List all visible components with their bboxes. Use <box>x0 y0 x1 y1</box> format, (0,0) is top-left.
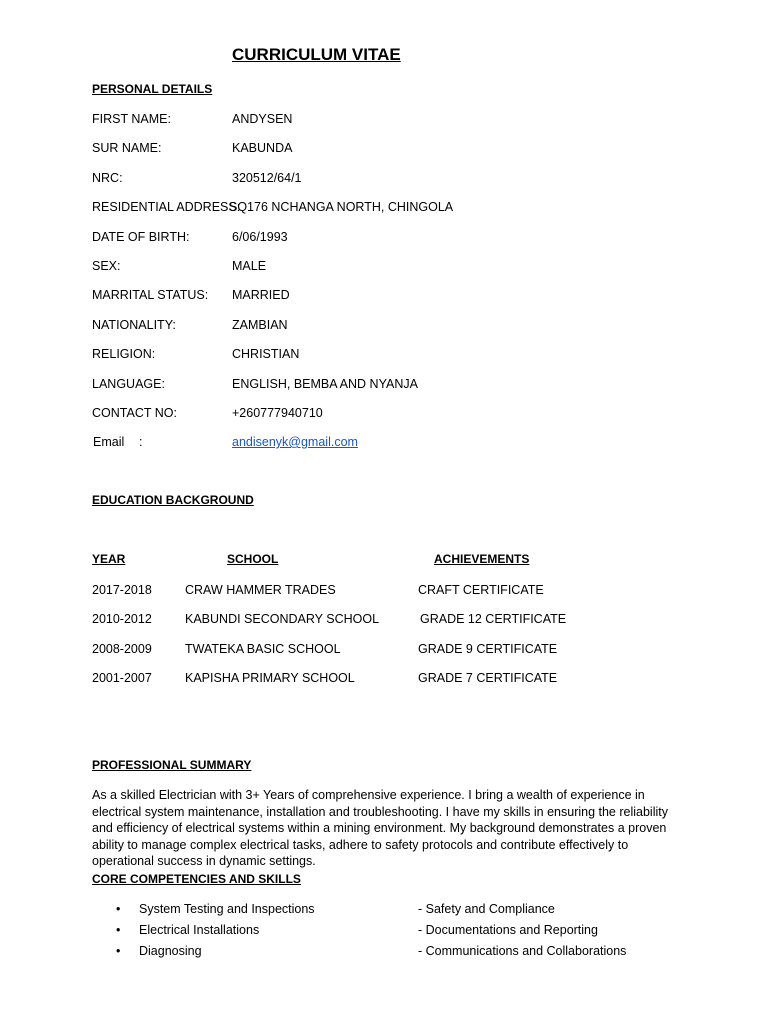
skill-item: - Documentations and Reporting <box>418 923 598 937</box>
first-name-label: FIRST NAME: <box>92 112 171 126</box>
email-label: Email <box>93 435 125 449</box>
surname-label: SUR NAME: <box>92 141 162 155</box>
personal-details-heading: PERSONAL DETAILS <box>92 82 213 96</box>
bullet-icon: • <box>116 944 121 958</box>
nationality-value: ZAMBIAN <box>232 318 288 332</box>
religion-label: RELIGION: <box>92 347 156 361</box>
contact-label: CONTACT NO: <box>92 406 177 420</box>
summary-text: As a skilled Electrician with 3+ Years of comprehensive experience. I bring a wealth of experience in electrical system maintenance, installation and troubleshooting. I have my skills in ensuring the reliability and efficiency of electrical systems within a mining environment. My background demonstrates a proven ability to manage complex electrical tasks, adhere to safety protocols and contribute effectively to operational success in dynamic settings. <box>92 788 668 868</box>
surname-value: KABUNDA <box>232 141 293 155</box>
edu-school: KABUNDI SECONDARY SCHOOL <box>185 612 380 626</box>
edu-year: 2010-2012 <box>92 612 152 626</box>
edu-achievement: CRAFT CERTIFICATE <box>418 583 544 597</box>
bullet-icon: • <box>116 923 121 937</box>
edu-school: CRAW HAMMER TRADES <box>185 583 336 597</box>
skill-item: Electrical Installations <box>139 923 260 937</box>
edu-achievement: GRADE 7 CERTIFICATE <box>418 671 558 685</box>
dob-label: DATE OF BIRTH: <box>92 230 190 244</box>
education-heading: EDUCATION BACKGROUND <box>92 493 254 507</box>
edu-year: 2017-2018 <box>92 583 152 597</box>
nationality-label: NATIONALITY: <box>92 318 176 332</box>
skill-item: System Testing and Inspections <box>139 902 315 916</box>
skill-item: - Safety and Compliance <box>418 902 555 916</box>
first-name-value: ANDYSEN <box>232 112 293 126</box>
col-achievements-header: ACHIEVEMENTS <box>434 552 530 566</box>
col-year-header: YEAR <box>92 552 126 566</box>
skill-item: Diagnosing <box>139 944 202 958</box>
sex-value: MALE <box>232 259 267 273</box>
summary-heading: PROFESSIONAL SUMMARY <box>92 758 252 772</box>
email-link[interactable]: andisenyk@gmail.com <box>232 435 358 449</box>
nrc-value: 320512/64/1 <box>232 171 302 185</box>
edu-school: TWATEKA BASIC SCHOOL <box>185 642 341 656</box>
address-label: RESIDENTIAL ADDRESS: <box>92 200 241 214</box>
skill-item: - Communications and Collaborations <box>418 944 627 958</box>
edu-achievement: GRADE 9 CERTIFICATE <box>418 642 558 656</box>
language-value: ENGLISH, BEMBA AND NYANJA <box>232 377 418 391</box>
bullet-icon: • <box>116 902 121 916</box>
skills-heading: CORE COMPETENCIES AND SKILLS <box>92 872 301 886</box>
dob-value: 6/06/1993 <box>232 230 288 244</box>
edu-year: 2008-2009 <box>92 642 152 656</box>
edu-year: 2001-2007 <box>92 671 152 685</box>
marital-status-value: MARRIED <box>232 288 290 302</box>
contact-value: +260777940710 <box>232 406 323 420</box>
document-title: CURRICULUM VITAE <box>232 45 401 64</box>
email-colon: : <box>139 435 143 449</box>
marital-status-label: MARRITAL STATUS: <box>92 288 209 302</box>
address-value: SQ176 NCHANGA NORTH, CHINGOLA <box>229 200 454 214</box>
nrc-label: NRC: <box>92 171 123 185</box>
edu-school: KAPISHA PRIMARY SCHOOL <box>185 671 355 685</box>
language-label: LANGUAGE: <box>92 377 165 391</box>
edu-achievement: GRADE 12 CERTIFICATE <box>420 612 567 626</box>
sex-label: SEX: <box>92 259 121 273</box>
col-school-header: SCHOOL <box>227 552 279 566</box>
religion-value: CHRISTIAN <box>232 347 300 361</box>
